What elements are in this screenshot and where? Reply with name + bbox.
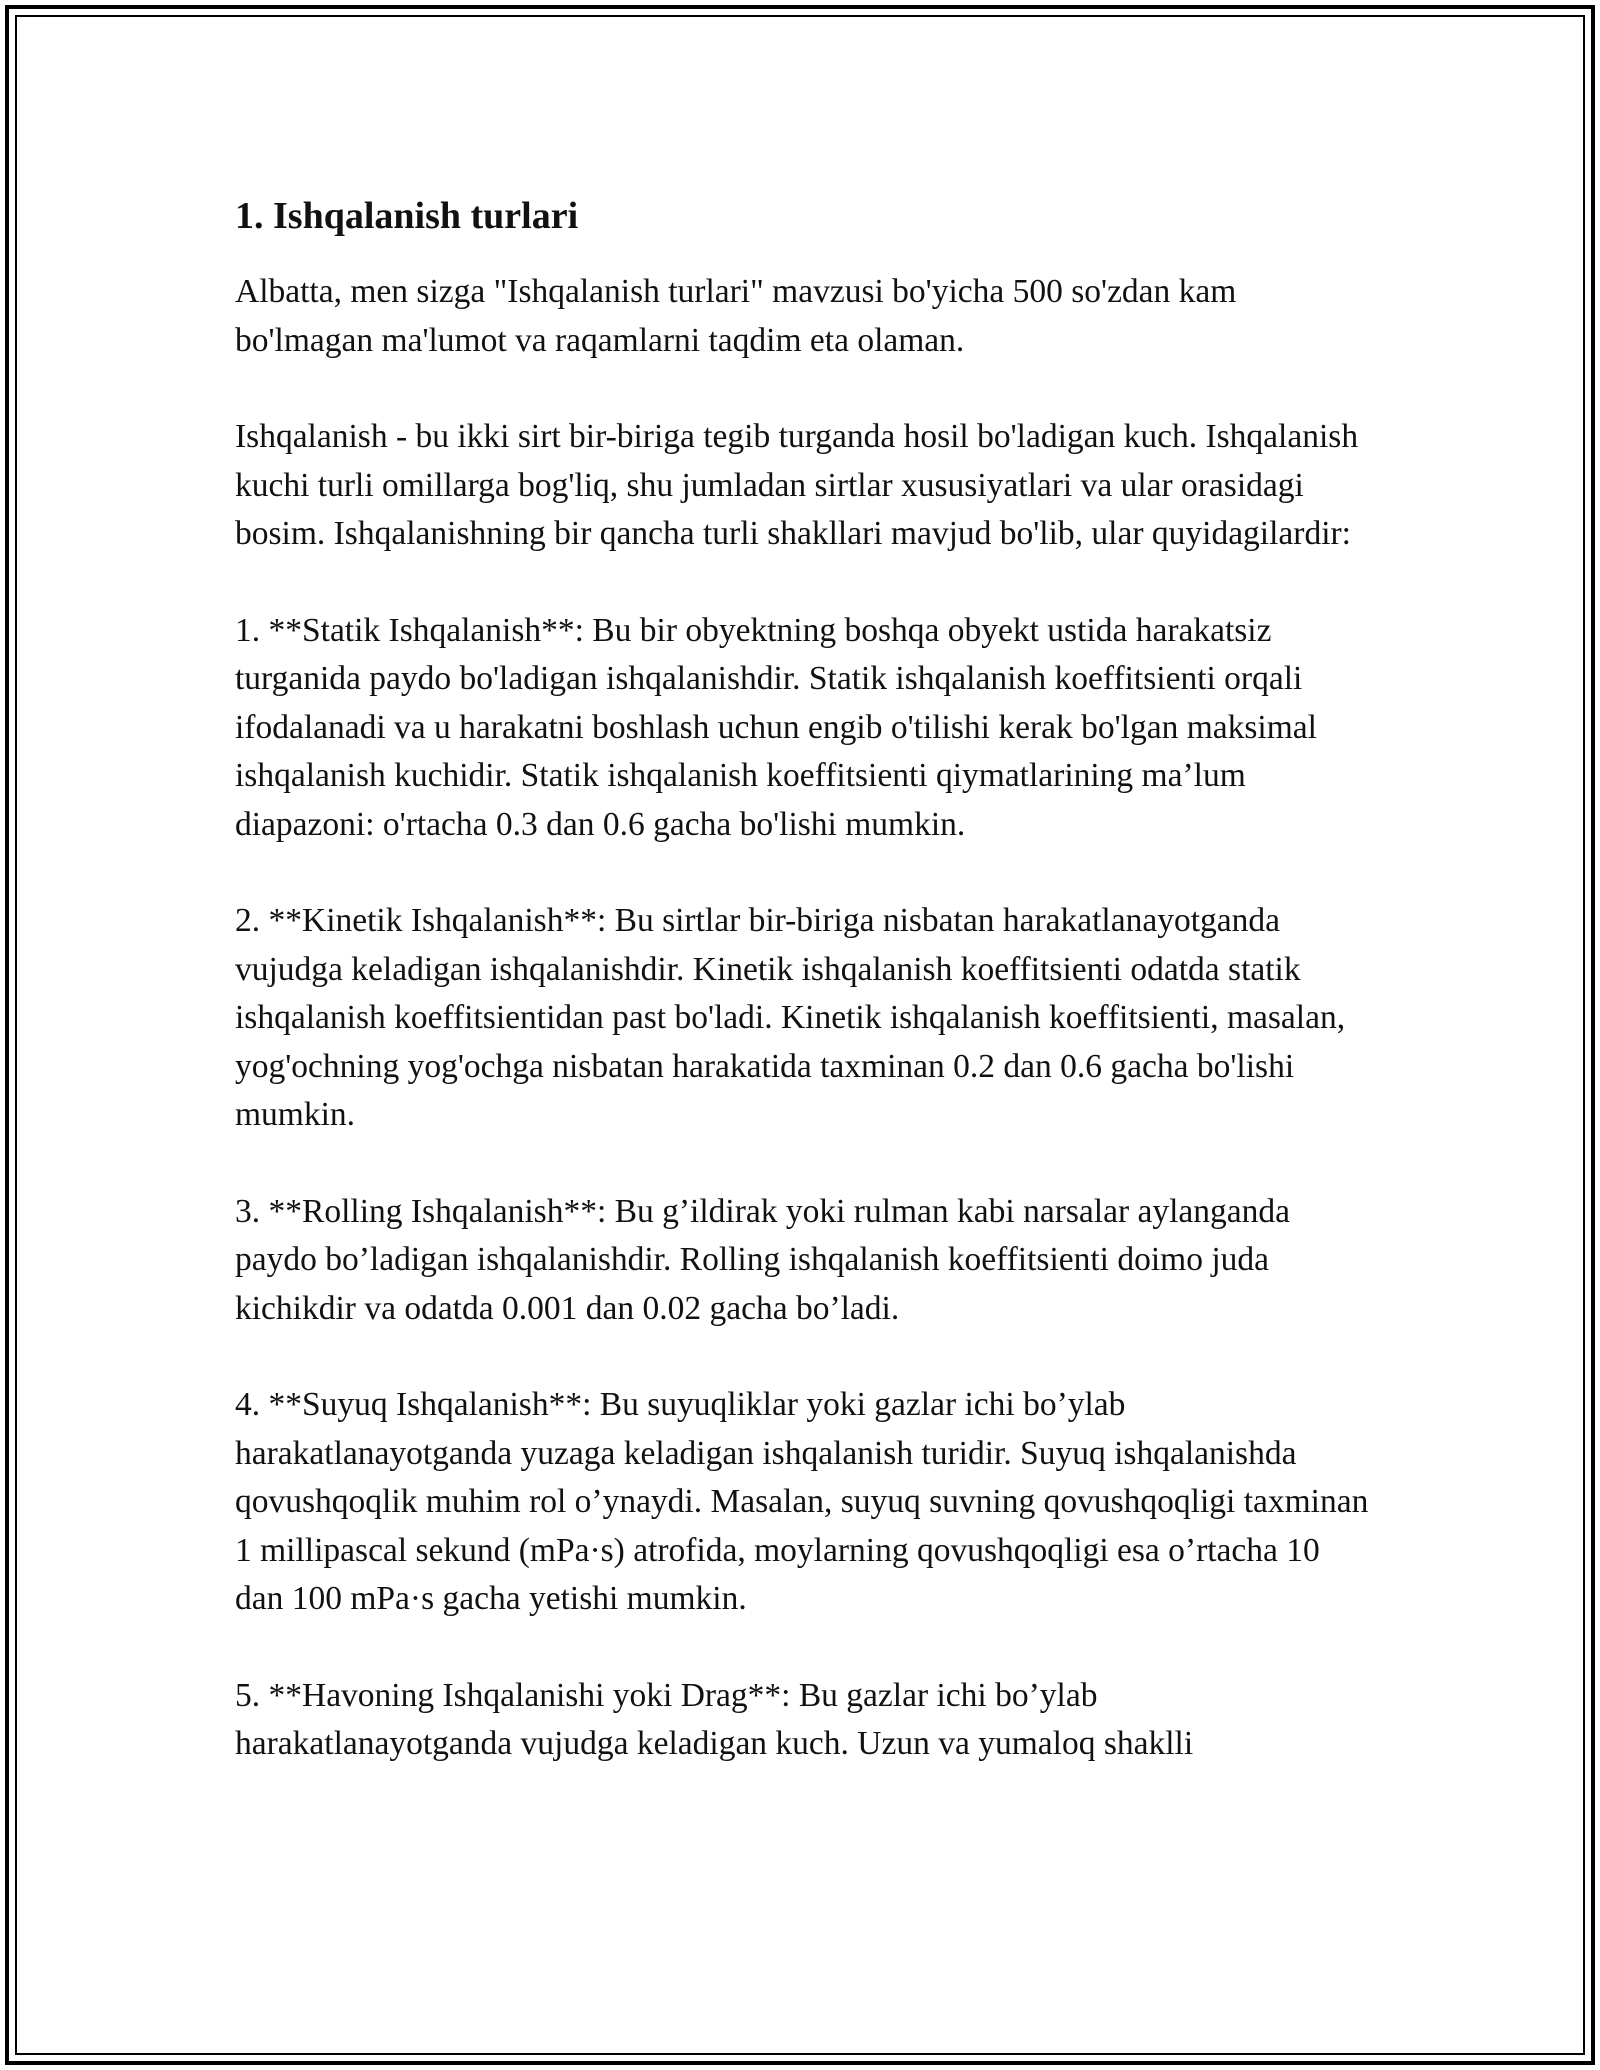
paragraph-fluid-friction: 4. **Suyuq Ishqalanish**: Bu suyuqliklar yoki gazlar ichi bo’ylab harakatlanayotganda yuzaga keladigan ishqalanish turidir. Suyuq ishqalanishda qovushqoqlik muhim rol o’ynaydi. Masalan, suyuq suvning qovushqoqligi taxminan 1 millipascal sekund (mPa·s) atrofida, moylarning qovushqoqligi esa o’rtacha 10 dan 100 mPa·s gacha yetishi mumkin. <box>235 1386 1369 1617</box>
paragraph-definition: Ishqalanish - bu ikki sirt bir-biriga tegib turganda hosil bo'ladigan kuch. Ishqalanish kuchi turli omillarga bog'liq, shu jumladan sirtlar xususiyatlari va ular orasidagi bosim. Ishqalanishning bir qancha turli shakllari mavjud bo'lib, ular quyidagilardir: <box>235 418 1359 552</box>
paragraph-intro: Albatta, men sizga "Ishqalanish turlari" mavzusi bo'yicha 500 so'zdan kam bo'lmagan ma'lumot va raqamlarni taqdim eta olaman. <box>235 273 1237 359</box>
document-title: 1. Ishqalanish turlari <box>235 195 579 237</box>
paragraph-kinetic-friction: 2. **Kinetik Ishqalanish**: Bu sirtlar bir-biriga nisbatan harakatlanayotganda vujudga keladigan ishqalanishdir. Kinetik ishqalanish koeffitsienti odatda statik ishqalanish koeffitsientidan past bo'ladi. Kinetik ishqalanish koeffitsienti, masalan, yog'ochning yog'ochga nisbatan harakatida taxminan 0.2 dan 0.6 gacha bo'lishi mumkin. <box>235 902 1346 1133</box>
paragraph-rolling-friction: 3. **Rolling Ishqalanish**: Bu g’ildirak yoki rulman kabi narsalar aylanganda paydo bo’ladigan ishqalanishdir. Rolling ishqalanish koeffitsienti doimo juda kichikdir va odatda 0.001 dan 0.02 gacha bo’ladi. <box>235 1192 1291 1327</box>
paragraph-air-drag: 5. **Havoning Ishqalanishi yoki Drag**: Bu gazlar ichi bo’ylab harakatlanayotganda vujudga keladigan kuch. Uzun va yumaloq shaklli <box>235 1676 1194 1762</box>
paragraph-static-friction: 1. **Statik Ishqalanish**: Bu bir obyektning boshqa obyekt ustida harakatsiz turganida paydo bo'ladigan ishqalanishdir. Statik ishqalanish koeffitsienti orqali ifodalanadi va u harakatni boshlash uchun engib o'tilishi kerak bo'lgan maksimal ishqalanish kuchidir. Statik ishqalanish koeffitsienti qiymatlarining ma’lum diapazoni: o'rtacha 0.3 dan 0.6 gacha bo'lishi mumkin. <box>235 611 1317 843</box>
document-body <box>235 190 1370 1769</box>
